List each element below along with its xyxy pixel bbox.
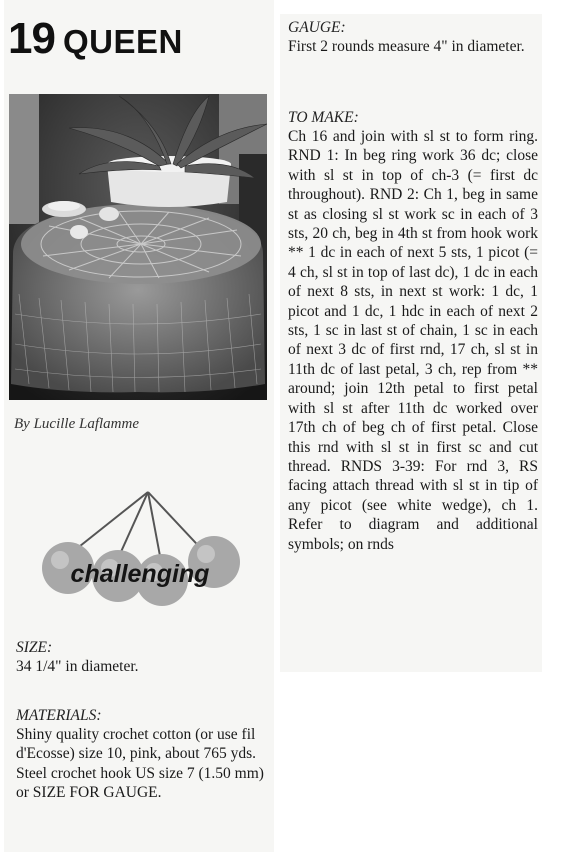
pattern-title (8, 14, 183, 64)
materials-section (16, 706, 266, 803)
doily-photo (9, 94, 267, 400)
materials-text: Shiny quality crochet cotton (or use fil d'Ecosse) size 10, pink, about 765 yds. Steel crochet hook US size 7 (1.50 mm) or SIZE FOR GAUGE. (16, 726, 264, 802)
size-section (16, 638, 266, 676)
size-heading: SIZE: (16, 639, 53, 656)
instructions-section (288, 108, 538, 554)
difficulty-badge (30, 484, 250, 614)
gauge-heading: GAUGE: (288, 19, 346, 36)
instructions-text: Ch 16 and join with sl st to form ring. RND 1: In beg ring work 36 dc; close with sl st in top of ch-3 (= first dc throughout). RND 2: Ch 1, beg in same st as closing sl st work sc in each of 3 sts, 20 ch, beg in 4th st from hook work ** 1 dc in each of next 5 sts, 1 picot (= 4 ch, sl st in top of last dc), 1 dc in each of next 8 sts, in next st work: 1 dc, 1 picot and 1 dc, 1 hdc in each of next 2 sts, 1 sc in last st of chain, 1 sc in each of next 3 dc of first rnd, 17 ch, sl st in 11th dc of last petal, 3 ch, rep from ** around; join 12th petal to first petal with sl st after 11th dc worked over 17th ch of beg ch of first petal. Close this rnd with sl st in first sc and cut thread. RNDS 3-39: For rnd 3, RS facing attach thread with sl st in tip of any picot (see white wedge), ch 1. Refer to diagram and additional symbols; on rnds (288, 128, 538, 553)
gauge-section (288, 18, 538, 56)
pattern-name: QUEEN (62, 23, 183, 60)
gauge-text: First 2 rounds measure 4" in diameter. (288, 38, 525, 55)
author-byline: By Lucille Laflamme (14, 416, 139, 432)
materials-heading: MATERIALS: (16, 707, 102, 724)
difficulty-label: challenging (70, 560, 210, 588)
size-text: 34 1/4" in diameter. (16, 658, 139, 675)
pattern-number: 19 (8, 14, 55, 63)
instructions-heading: TO MAKE: (288, 109, 359, 126)
